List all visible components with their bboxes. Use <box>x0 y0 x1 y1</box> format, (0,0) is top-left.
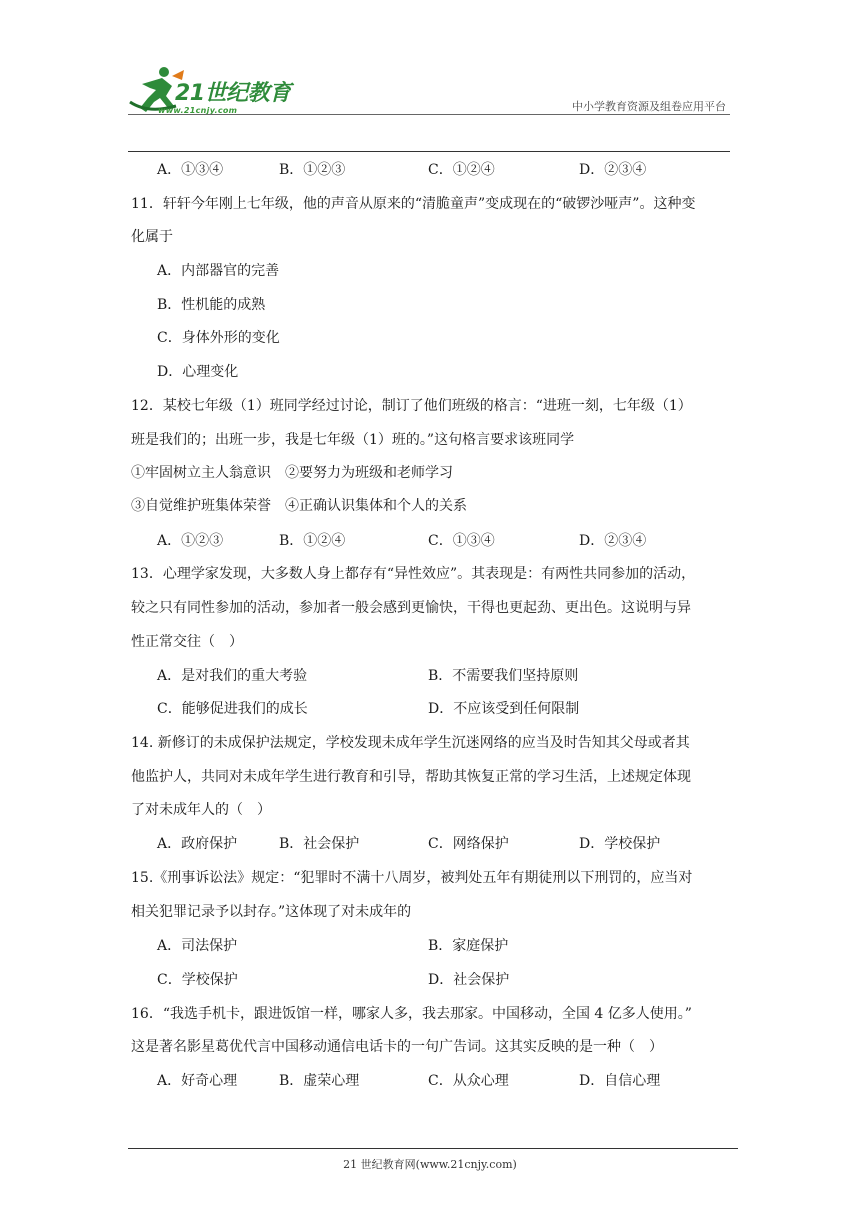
q16-option-d: D．自信心理 <box>579 1073 661 1089</box>
q14-option-b: B．社会保护 <box>279 836 360 852</box>
q12-item-2: ③自觉维护班集体荣誉 ④正确认识集体和个人的关系 <box>131 498 467 514</box>
q11-stem-1: 11．轩轩今年刚上七年级，他的声音从原来的“清脆童声”变成现在的“破锣沙哑声”。这种变 <box>131 196 696 212</box>
q15-stem-1: 15.《刑事诉讼法》规定：“犯罪时不满十八周岁，被判处五年有期徒刑以下刑罚的，应当对 <box>131 870 693 886</box>
footer-rule <box>128 1148 738 1149</box>
q16-option-c: C．从众心理 <box>428 1073 509 1089</box>
q12-stem-1: 12．某校七年级（1）班同学经过讨论，制订了他们班级的格言：“进班一刻，七年级（1） <box>131 398 692 414</box>
q11-option-d: D．心理变化 <box>157 364 239 380</box>
q12-option-c: C．①③④ <box>428 533 495 549</box>
header-rule <box>128 114 730 115</box>
q11-option-c: C．身体外形的变化 <box>157 330 280 346</box>
q13-stem-1: 13．心理学家发现，大多数人身上都存有“异性效应”。其表现是：有两性共同参加的活动， <box>131 566 696 582</box>
q11-option-a: A．内部器官的完善 <box>157 263 280 279</box>
q11-option-b: B．性机能的成熟 <box>157 297 266 313</box>
q13-stem-3: 性正常交往（ ） <box>131 634 243 650</box>
q16-stem-2: 这是著名影星葛优代言中国移动通信电话卡的一句广告词。这其实反映的是一种（ ） <box>131 1039 663 1055</box>
q12-stem-2: 班是我们的；出班一步，我是七年级（1）班的。”这句格言要求该班同学 <box>131 432 575 448</box>
page-footer: 21 世纪教育网(www.21cnjy.com) <box>343 1158 517 1171</box>
q14-stem-2: 他监护人，共同对未成年学生进行教育和引导，帮助其恢复正常的学习生活，上述规定体现 <box>131 769 691 785</box>
q13-option-c: C．能够促进我们的成长 <box>157 701 308 717</box>
q10-option-c: C．①②④ <box>428 162 495 178</box>
q12-option-d: D．②③④ <box>579 533 647 549</box>
page-header <box>128 62 730 154</box>
q13-option-b: B．不需要我们坚持原则 <box>428 668 579 684</box>
site-logo <box>128 62 298 122</box>
q16-option-b: B．虚荣心理 <box>279 1073 360 1089</box>
q10-option-a: A．①③④ <box>157 162 224 178</box>
q11-stem-2: 化属于 <box>131 229 173 245</box>
q15-option-b: B．家庭保护 <box>428 938 509 954</box>
logo-url: www.21cnjy.com <box>158 106 238 115</box>
q15-option-c: C．学校保护 <box>157 972 238 988</box>
header-rule-bottom <box>128 151 730 152</box>
q15-option-a: A．司法保护 <box>157 938 238 954</box>
q15-option-d: D．社会保护 <box>428 972 510 988</box>
q10-option-d: D．②③④ <box>579 162 647 178</box>
q14-stem-3: 了对未成年人的（ ） <box>131 802 271 818</box>
q14-option-a: A．政府保护 <box>157 836 238 852</box>
q15-stem-2: 相关犯罪记录予以封存。”这体现了对未成年的 <box>131 904 412 920</box>
logo-text: 21世纪教育 <box>175 81 291 106</box>
q10-option-b: B．①②③ <box>279 162 346 178</box>
q16-stem-1: 16．“我选手机卡，跟进饭馆一样，哪家人多，我去那家。中国移动，全国 4 亿多人使用。” <box>131 1006 692 1022</box>
q14-stem-1: 14. 新修订的未成保护法规定，学校发现未成年学生沉迷网络的应当及时告知其父母或者其 <box>131 735 690 751</box>
q13-option-d: D．不应该受到任何限制 <box>428 701 580 717</box>
q16-option-a: A．好奇心理 <box>157 1073 238 1089</box>
q13-option-a: A．是对我们的重大考验 <box>157 668 308 684</box>
q14-option-d: D．学校保护 <box>579 836 661 852</box>
q12-option-a: A．①②③ <box>157 533 224 549</box>
q14-option-c: C．网络保护 <box>428 836 509 852</box>
q13-stem-2: 较之只有同性参加的活动，参加者一般会感到更愉快，干得也更起劲、更出色。这说明与异 <box>131 600 691 616</box>
q12-item-1: ①牢固树立主人翁意识 ②要努力为班级和老师学习 <box>131 465 453 481</box>
q12-option-b: B．①②④ <box>279 533 346 549</box>
platform-title: 中小学教育资源及组卷应用平台 <box>572 100 726 113</box>
